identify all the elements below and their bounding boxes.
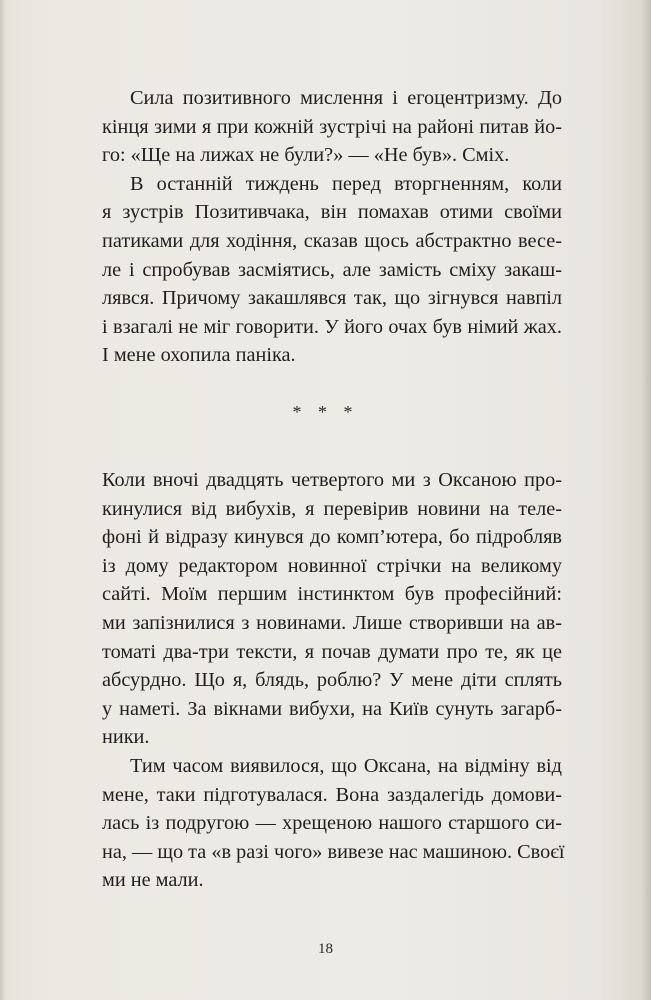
paragraph-1	[102, 84, 562, 170]
text-line: томаті два-три тексти, я почав думати про те, як це	[102, 640, 562, 663]
text-line: сайті. Моїм першим інстинктом був професійний:	[102, 583, 562, 606]
text-line: го: «Ще на лижах не були?» — «Не був». Сміх.	[102, 144, 510, 167]
paragraph-4	[102, 752, 565, 895]
text-line: ми не мали.	[102, 869, 204, 892]
text-line: я зустрів Позитивчака, він помахав отими своїми	[102, 201, 562, 224]
text-line: мене, таки підготувалася. Вона заздалегідь домови-	[102, 783, 562, 806]
page-edge-shadow	[641, 0, 651, 1000]
text-line: лявся. Причому закашлявся так, що зігнувся навпіл	[102, 287, 562, 310]
text-line: у наметі. За вікнами вибухи, на Київ сунуть загарб-	[102, 697, 562, 720]
text-line: Коли вночі двадцять четвертого ми з Оксаною про-	[102, 469, 562, 491]
section-1-text	[102, 84, 562, 370]
text-line: на, — що та «в разі чого» вивезе нас машиною. Своєї	[102, 840, 565, 863]
text-line: ники.	[102, 726, 150, 749]
paragraph-2	[102, 170, 562, 370]
text-line: кінця зими я при кожній зустрічі на районі питав йо-	[102, 115, 562, 138]
text-line: ле і спробував засміятись, але замість сміху закаш-	[102, 258, 562, 281]
section-2-text	[102, 466, 565, 895]
text-line: лась із подругою — хрещеною нашого старшого си-	[102, 812, 562, 835]
text-line: Сила позитивного мислення і егоцентризму. До	[130, 87, 562, 109]
text-line: фоні й відразу кинувся до комп’ютера, бо підробляв	[102, 526, 562, 549]
text-line: кинулися від вибухів, я перевірив новини на теле-	[102, 497, 562, 520]
text-line: Тим часом виявилося, що Оксана, на відміну від	[130, 754, 562, 777]
section-separator: * * *	[292, 402, 359, 422]
spine-shadow	[0, 0, 6, 1000]
text-line: абсурдно. Що я, блядь, роблю? У мене діти сплять	[102, 669, 562, 692]
text-line: І мене охопила паніка.	[102, 344, 296, 367]
text-line: ми запізнилися з новинами. Лише створивши на ав-	[102, 611, 562, 634]
text-line: із дому редактором новинної стрічки на великому	[102, 554, 562, 577]
text-line: і взагалі не міг говорити. У його очах був німий жах.	[102, 315, 562, 338]
text-line: патиками для ходіння, сказав щось абстрактно весе-	[102, 229, 562, 252]
page-number: 18	[318, 941, 333, 957]
text-line: В останній тиждень перед вторгненням, коли	[130, 172, 562, 195]
paragraph-3	[102, 466, 562, 752]
